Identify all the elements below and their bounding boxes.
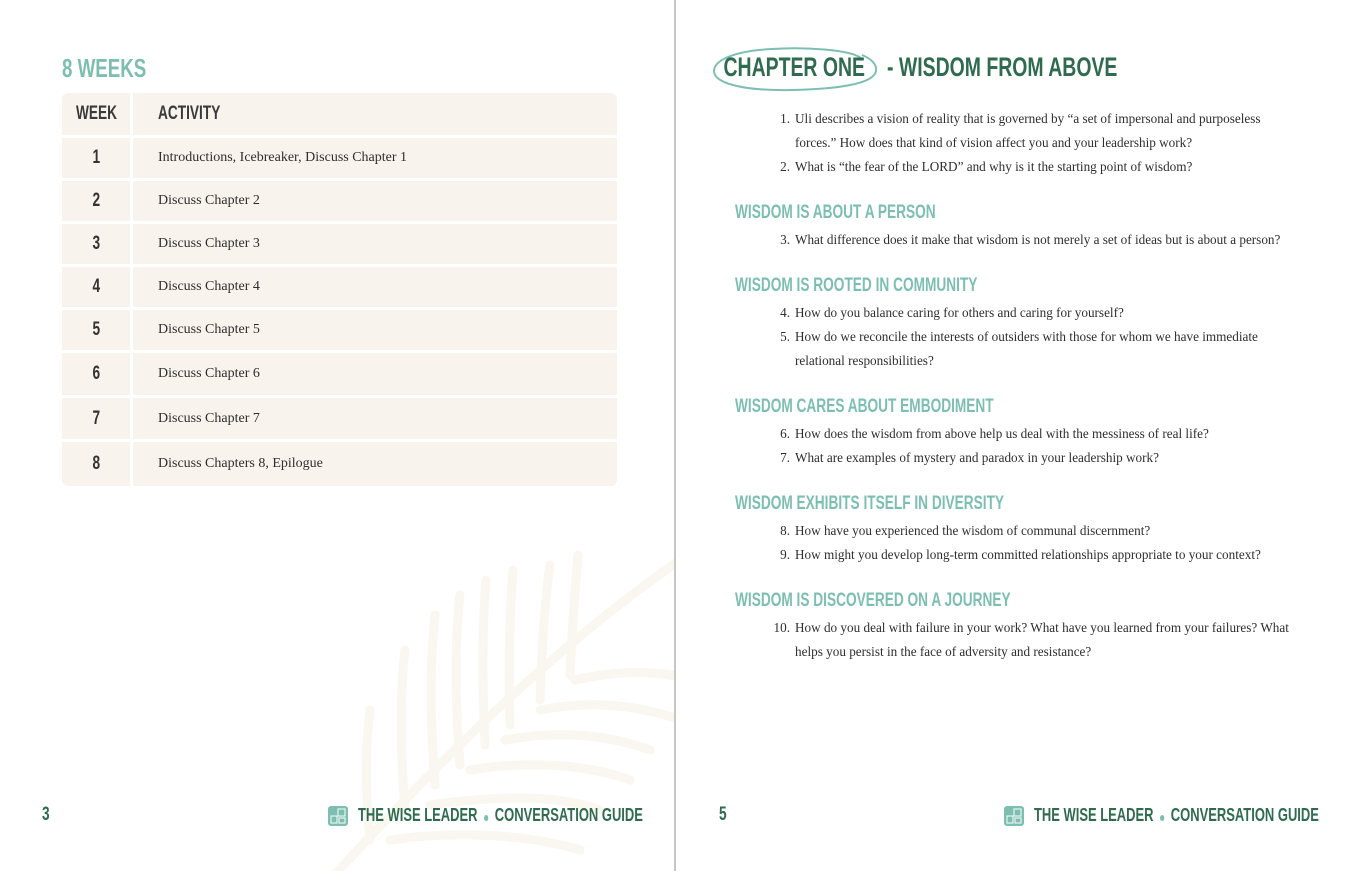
section-heading: WISDOM EXHIBITS ITSELF IN DIVERSITY (735, 493, 1005, 514)
question-item: 2. What is “the fear of the LORD” and why is it the starting point of wisdom? (780, 159, 1193, 174)
activity-text: Discuss Chapter 5 (158, 322, 260, 337)
week-number: 6 (92, 363, 100, 384)
week-number: 7 (92, 407, 100, 429)
page-number: 3 (42, 804, 50, 825)
table-header-row (62, 93, 617, 135)
schedule-title: 8 WEEKS (62, 53, 147, 83)
question-item: 6. How does the wisdom from above help us deal with the messiness of real life? (780, 426, 1209, 441)
week-number: 3 (92, 233, 100, 254)
week-header-cell (62, 93, 130, 135)
week-number: 1 (92, 147, 100, 168)
chapter-label: CHAPTER ONE (723, 51, 866, 82)
activity-text: Discuss Chapter 4 (158, 279, 260, 294)
table-row (62, 310, 617, 350)
question-item: 4. How do you balance caring for others and caring for yourself? (780, 305, 1124, 320)
footer-brand (1004, 805, 1348, 826)
question-item: 10. How do you deal with failure in your work? What have you learned from your failures? What helps you persist in the face of adversity and resistance? (773, 620, 1289, 659)
question-list (735, 616, 1295, 664)
separator-dot (1160, 815, 1164, 821)
question-item: 8. How have you experienced the wisdom of communal discernment? (780, 523, 1151, 538)
section-heading: WISDOM IS ABOUT A PERSON (735, 202, 936, 223)
week-number: 8 (92, 453, 100, 474)
week-number: 4 (92, 276, 100, 297)
chapter-heading (712, 43, 1207, 91)
guide-name: CONVERSATION GUIDE (494, 805, 643, 825)
page-gutter-divider (674, 0, 676, 871)
table-row (62, 353, 617, 395)
question-list (735, 228, 1295, 252)
table-row (62, 442, 617, 486)
chapter-title: - WISDOM FROM ABOVE (887, 51, 1118, 82)
activity-text: Discuss Chapter 7 (158, 410, 260, 426)
activity-column-header: ACTIVITY (158, 103, 221, 124)
book-logo-icon (1004, 806, 1024, 826)
activity-text: Discuss Chapters 8, Epilogue (158, 456, 323, 471)
question-item: 7. What are examples of mystery and paradox in your leadership work? (780, 450, 1159, 465)
activity-text: Discuss Chapter 6 (158, 366, 260, 381)
question-list (735, 301, 1295, 373)
table-row (62, 181, 617, 221)
right-page (677, 0, 1348, 871)
question-item: 5. How do we reconcile the interests of outsiders with those for whom we have immediate relational responsibilities? (780, 329, 1258, 368)
questions-content (735, 107, 1295, 664)
table-row (62, 138, 617, 178)
section-heading: WISDOM CARES ABOUT EMBODIMENT (735, 396, 994, 417)
table-row (62, 224, 617, 264)
page-number: 5 (719, 804, 727, 825)
brand-name: THE WISE LEADER (1034, 805, 1154, 825)
separator-dot (484, 815, 488, 821)
activity-text: Discuss Chapter 3 (158, 236, 260, 251)
question-list (735, 422, 1295, 470)
activity-text: Discuss Chapter 2 (158, 193, 260, 208)
question-item: 3. What difference does it make that wisdom is not merely a set of ideas but is about a person? (780, 232, 1281, 247)
question-item: 9. How might you develop long-term committed relationships appropriate to your context? (780, 547, 1261, 562)
intro-question-list (735, 107, 1295, 179)
week-number: 5 (92, 319, 100, 340)
schedule-table (62, 93, 617, 486)
activity-text: Introductions, Icebreaker, Discuss Chapter 1 (158, 150, 408, 165)
table-row (62, 398, 617, 439)
activity-header-cell (133, 93, 617, 135)
table-row (62, 267, 617, 307)
guide-name: CONVERSATION GUIDE (1170, 805, 1319, 825)
question-item: 1. Uli describes a vision of reality that is governed by “a set of impersonal and purposeless forces.” How does that kind of vision affect you and your leadership work? (780, 111, 1261, 150)
question-list (735, 519, 1295, 567)
week-number: 2 (92, 190, 100, 211)
section-heading: WISDOM IS ROOTED IN COMMUNITY (735, 275, 978, 296)
section-heading: WISDOM IS DISCOVERED ON A JOURNEY (735, 590, 1011, 611)
week-column-header: WEEK (75, 103, 117, 124)
book-logo-icon (328, 806, 348, 826)
brand-name: THE WISE LEADER (358, 805, 478, 825)
chapter-oval (712, 45, 877, 89)
footer-brand (328, 805, 675, 826)
